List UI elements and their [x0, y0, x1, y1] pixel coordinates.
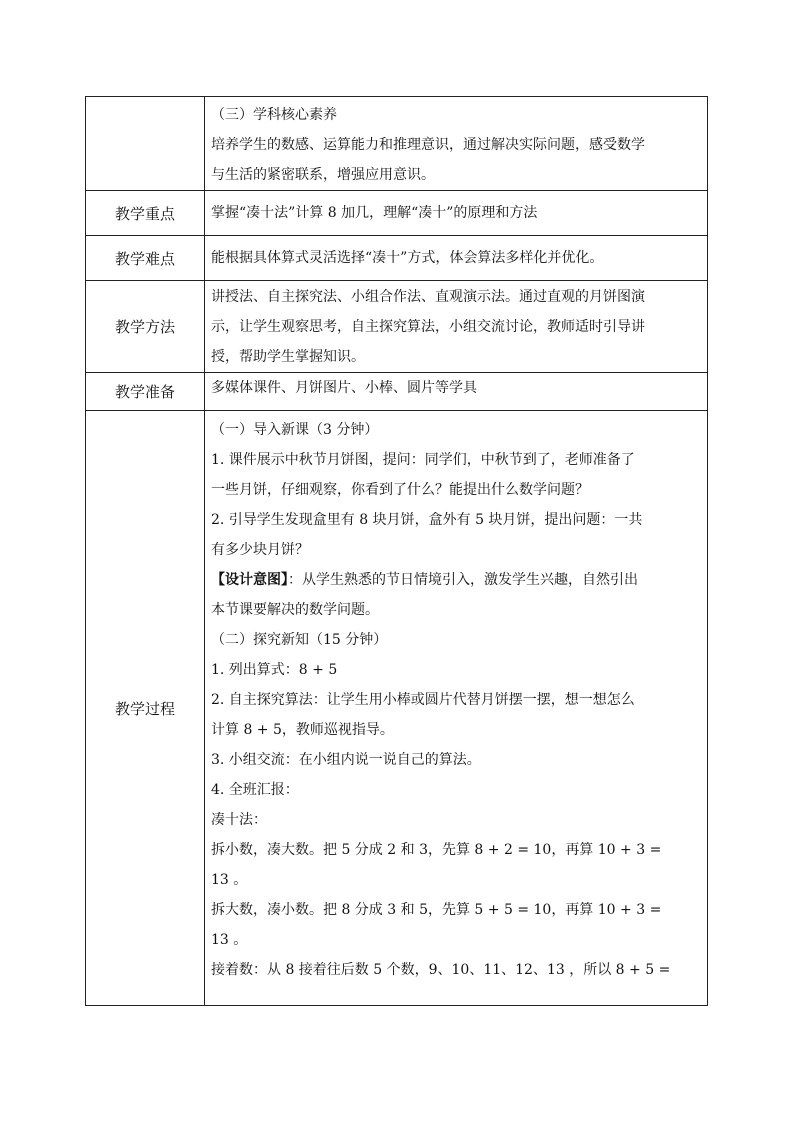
content-line: 与生活的紧密联系，增强应用意识。: [211, 167, 435, 183]
content-line: 拆大数，凑小数。把 8 分成 3 和 5，先算 5 + 5 = 10，再算 10 + 3 =: [211, 902, 662, 918]
table-row: [86, 373, 708, 411]
table-row: [86, 236, 708, 281]
lesson-plan-table: [85, 96, 708, 1006]
content-line: （三）学科核心素养: [211, 107, 337, 123]
row-label-preparation: 教学准备: [86, 373, 205, 411]
row-label: [86, 97, 205, 191]
row-content: [205, 411, 708, 1006]
content-line: 2. 自主探究算法：让学生用小棒或圆片代替月饼摆一摆，想一想怎么: [211, 692, 635, 708]
content-line: 拆小数，凑大数。把 5 分成 2 和 3，先算 8 + 2 = 10，再算 10 + 3 =: [211, 842, 662, 858]
row-label-difficulties: 教学难点: [86, 236, 205, 281]
content-line: 13 。: [211, 932, 248, 948]
content-line: 培养学生的数感、运算能力和推理意识，通过解决实际问题，感受数学: [211, 137, 645, 153]
row-label-key-points: 教学重点: [86, 191, 205, 236]
content-line: 能根据具体算式灵活选择“凑十”方式，体会算法多样化并优化。: [211, 250, 604, 266]
row-content: [205, 97, 708, 191]
section-heading: （一）导入新课（3 分钟）: [211, 422, 379, 438]
content-line: 一些月饼，仔细观察，你看到了什么？能提出什么数学问题？: [211, 482, 589, 498]
section-heading: （二）探究新知（15 分钟）: [211, 632, 388, 648]
content-line: 有多少块月饼？: [211, 542, 309, 558]
table-row: [86, 411, 708, 1006]
row-content: [205, 373, 708, 411]
design-intent-tag: 【设计意图】: [211, 572, 288, 588]
content-line: 讲授法、自主探究法、小组合作法、直观演示法。通过直观的月饼图演: [211, 289, 645, 305]
content-line: 1. 列出算式：8 + 5: [211, 662, 338, 678]
content-line: 接着数：从 8 接着往后数 5 个数，9、10、11、12、13 ，所以 8 + 5 =: [211, 962, 671, 978]
content-line: 掌握“凑十法”计算 8 加几，理解“凑十”的原理和方法: [211, 205, 538, 221]
content-line: 13 。: [211, 872, 248, 888]
row-content: [205, 191, 708, 236]
content-line: 授，帮助学生掌握知识。: [211, 349, 365, 365]
content-line: 多媒体课件、月饼图片、小棒、圆片等学具: [211, 380, 477, 396]
content-line: 凑十法：: [211, 812, 267, 828]
content-line: 4. 全班汇报：: [211, 782, 299, 798]
row-label-process: 教学过程: [86, 411, 205, 1006]
table-row: [86, 281, 708, 373]
row-label-methods: 教学方法: [86, 281, 205, 373]
table-row: [86, 191, 708, 236]
design-intent-line: [211, 565, 701, 595]
content-line: 计算 8 + 5，教师巡视指导。: [211, 722, 394, 738]
row-content: [205, 236, 708, 281]
content-line: 本节课要解决的数学问题。: [211, 602, 379, 618]
content-line: 3. 小组交流：在小组内说一说自己的算法。: [211, 752, 481, 768]
table-row: [86, 97, 708, 191]
design-intent-text: ：从学生熟悉的节日情境引入，激发学生兴趣，自然引出: [288, 572, 638, 588]
row-content: [205, 281, 708, 373]
content-line: 1. 课件展示中秋节月饼图，提问：同学们，中秋节到了，老师准备了: [211, 452, 635, 468]
content-line: 示，让学生观察思考，自主探究算法，小组交流讨论，教师适时引导讲: [211, 319, 645, 335]
content-line: 2. 引导学生发现盒里有 8 块月饼，盒外有 5 块月饼，提出问题：一共: [211, 512, 643, 528]
